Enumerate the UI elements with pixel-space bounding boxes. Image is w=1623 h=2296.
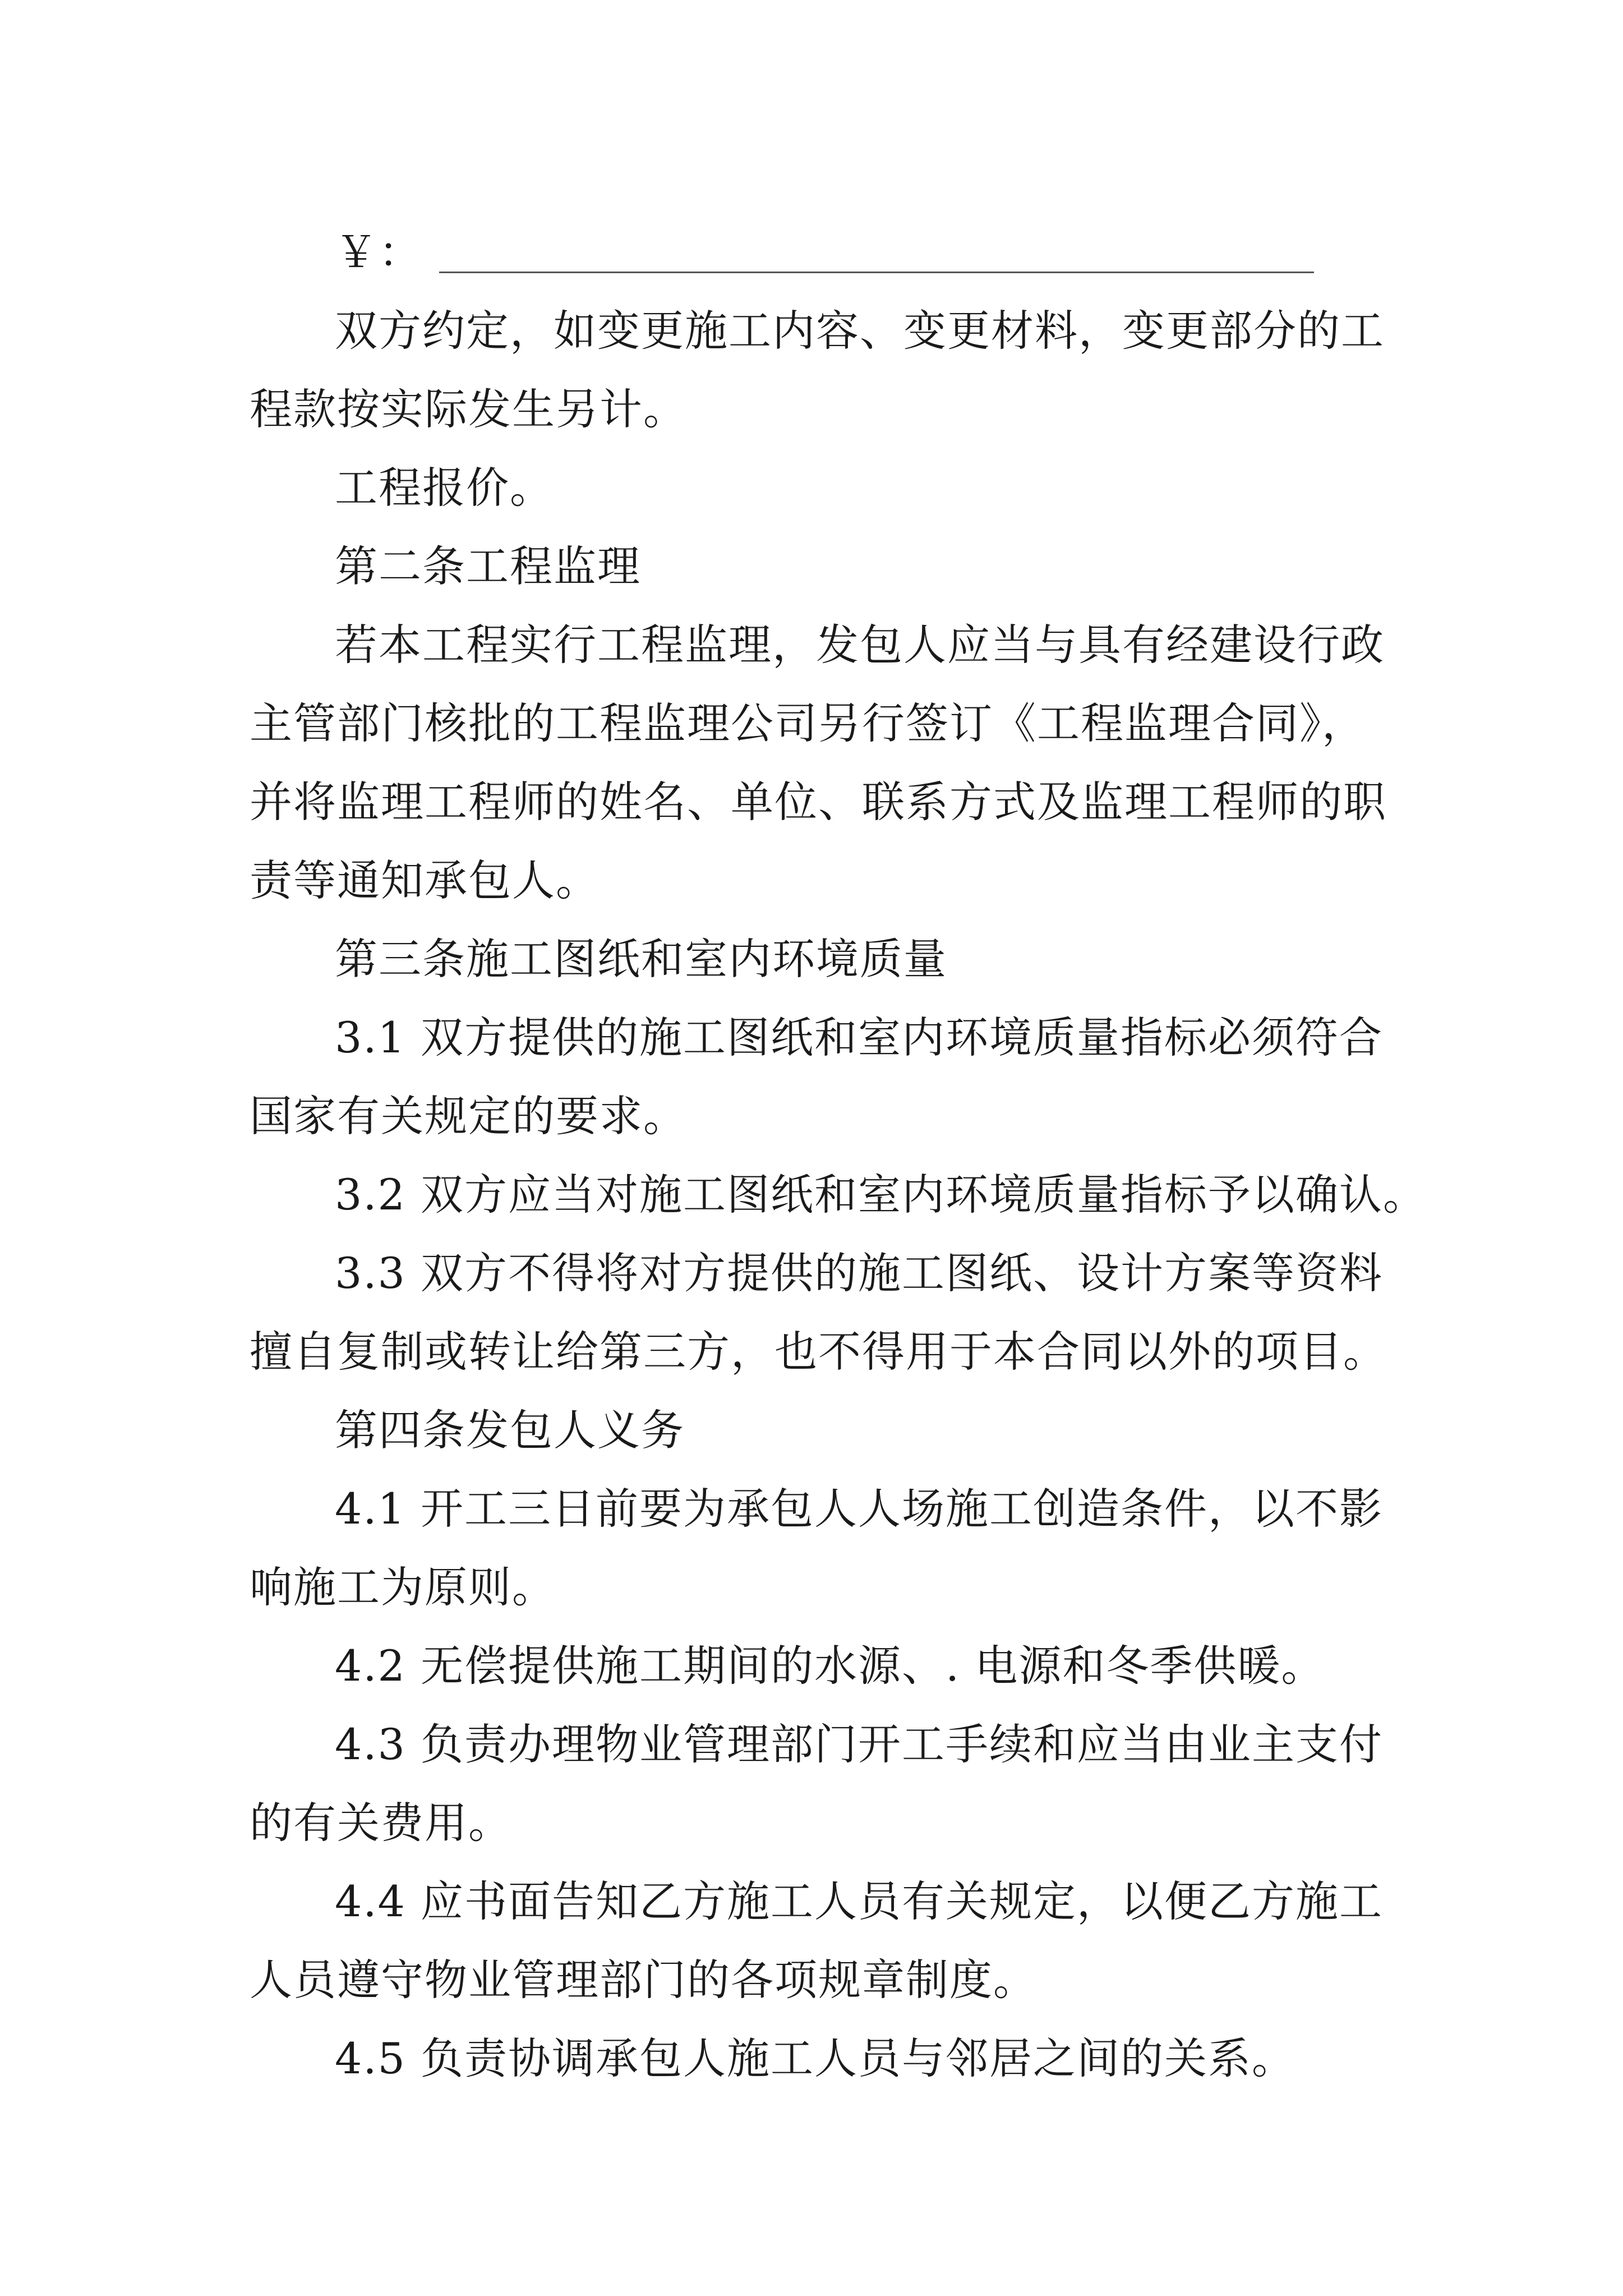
text-line: 程款按实际发生另计。 xyxy=(250,384,687,434)
text-line: 第三条施工图纸和室内环境质量 xyxy=(335,934,947,984)
document-body xyxy=(250,292,1427,2098)
text-line: 责等通知承包人。 xyxy=(250,855,600,905)
text-line: 4.3 负责办理物业管理部门开工手续和应当由业主支付 xyxy=(335,1719,1384,1769)
text-line: 响施工为原则。 xyxy=(250,1562,556,1612)
text-line: 并将监理工程师的姓名、单位、联系方式及监理工程师的职 xyxy=(250,777,1387,827)
text-line: 4.5 负责协调承包人施工人员与邻居之间的关系。 xyxy=(335,2033,1296,2083)
text-line: 3.2 双方应当对施工图纸和室内环境质量指标予以确认。 xyxy=(335,1170,1427,1220)
text-line: 若本工程实行工程监理，发包人应当与具有经建设行政 xyxy=(335,620,1385,670)
text-line: 3.1 双方提供的施工图纸和室内环境质量指标必须符合 xyxy=(335,1013,1384,1062)
text-line: 的有关费用。 xyxy=(250,1798,512,1848)
document-page xyxy=(250,213,1427,2098)
text-line: 4.2 无偿提供施工期间的水源、. 电源和冬季供暖。 xyxy=(335,1641,1325,1691)
text-line: 4.1 开工三日前要为承包人人场施工创造条件，以不影 xyxy=(335,1484,1384,1534)
amount-blank-line xyxy=(439,232,1314,273)
text-line: 人员遵守物业管理部门的各项规章制度。 xyxy=(250,1955,1037,2005)
text-line: 双方约定，如变更施工内容、变更材料，变更部分的工 xyxy=(335,306,1385,356)
text-line: 主管部门核批的工程监理公司另行签订《工程监理合同》， xyxy=(250,698,1366,748)
yen-label: ￥： xyxy=(335,227,422,277)
text-line: 3.3 双方不得将对方提供的施工图纸、设计方案等资料 xyxy=(335,1248,1384,1298)
text-line: 第二条工程监理 xyxy=(335,541,641,591)
text-line: 4.4 应书面告知乙方施工人员有关规定，以便乙方施工 xyxy=(335,1876,1384,1926)
text-line: 工程报价。 xyxy=(335,463,554,513)
text-line: 擅自复制或转让给第三方，也不得用于本合同以外的项目。 xyxy=(250,1327,1387,1377)
text-line: 第四条发包人义务 xyxy=(335,1405,685,1455)
yen-amount-row xyxy=(250,213,1388,292)
text-line: 国家有关规定的要求。 xyxy=(250,1091,687,1141)
